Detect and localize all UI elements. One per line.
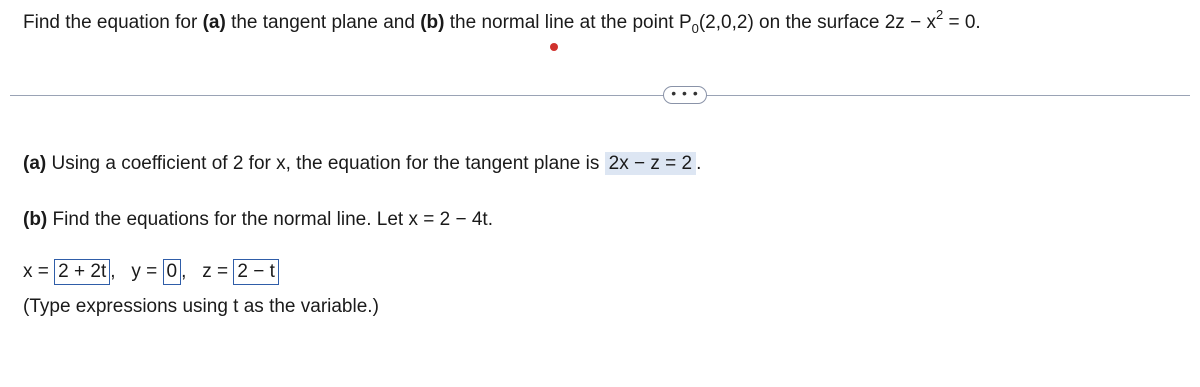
part-a-end: .	[696, 153, 702, 174]
z-label: , z =	[181, 261, 234, 282]
question-a-label: (a)	[202, 12, 226, 33]
y-answer-box[interactable]: 0	[163, 259, 182, 285]
part-a-text: Using a coefficient of 2 for x, the equation for the tangent plane is	[46, 153, 605, 174]
question-part2: the tangent plane and	[225, 12, 421, 33]
highlight-dot	[550, 43, 558, 51]
x-answer-box[interactable]: 2 + 2t	[54, 259, 110, 285]
z-answer-box[interactable]: 2 − t	[233, 259, 279, 285]
question-text	[23, 7, 981, 36]
question-part4: (2,0,2) on the surface 2z − x	[698, 12, 936, 33]
y-label: , y =	[110, 261, 163, 282]
instruction-note: (Type expressions using t as the variable.)	[23, 296, 379, 317]
question-part3: the normal line at the point P	[444, 12, 692, 33]
point-subscript: 0	[691, 21, 699, 36]
part-b-text: Find the equations for the normal line. Let x = 2 − 4t.	[47, 209, 493, 230]
question-part1: Find the equation for	[23, 12, 203, 33]
normal-line-equations	[23, 259, 279, 285]
part-a-label: (a)	[23, 153, 47, 174]
tangent-plane-answer[interactable]: 2x − z = 2	[605, 152, 696, 175]
question-part5: = 0.	[943, 12, 981, 33]
part-b-label: (b)	[23, 209, 48, 230]
part-a-line	[23, 151, 701, 177]
more-button[interactable]: • • •	[663, 86, 707, 104]
question-b-label: (b)	[420, 12, 445, 33]
x-label: x =	[23, 261, 55, 282]
exponent: 2	[935, 7, 944, 22]
section-divider	[10, 95, 1190, 96]
part-b-line	[23, 207, 493, 233]
